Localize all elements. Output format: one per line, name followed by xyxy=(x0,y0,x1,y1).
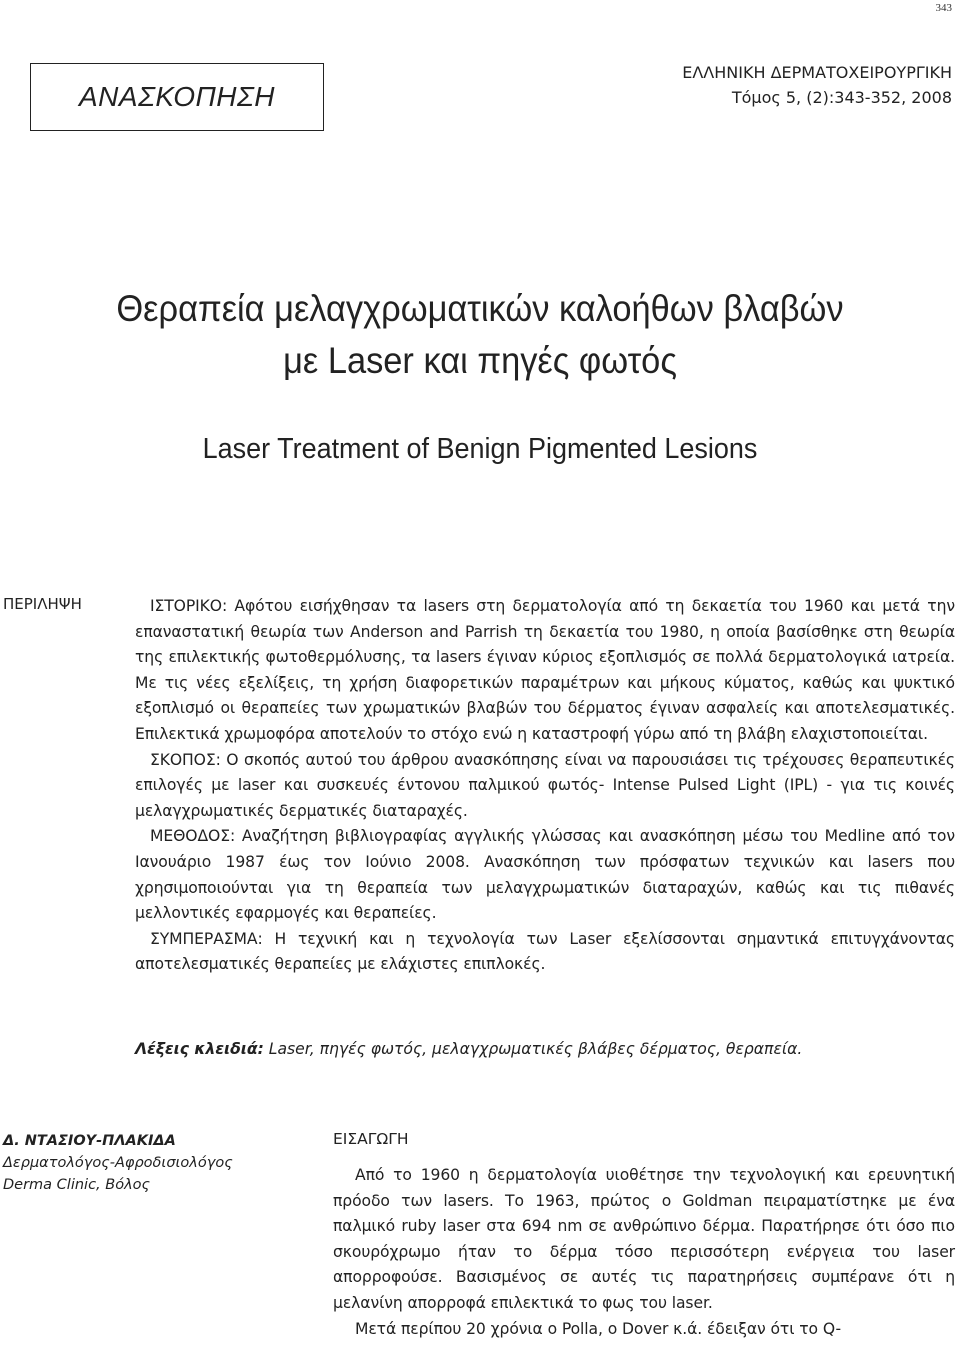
author-name: Δ. ΝΤΑΣΙΟΥ-ΠΛΑΚΙΔΑ xyxy=(3,1133,176,1149)
author-affiliation: Derma Clinic, Βόλος xyxy=(3,1177,151,1193)
section-type-label: ΑΝΑΣΚΟΠΗΣΗ xyxy=(79,81,275,112)
section-type-box xyxy=(30,63,324,131)
article-title-greek xyxy=(34,283,927,387)
title-greek-line-1: Θεραπεία μελαγχρωματικών καλοήθων βλαβών xyxy=(116,288,844,329)
abstract-paragraph-method: ΜΕΘΟΔΟΣ: Αναζήτηση βιβλιογραφίας αγγλικής γλώσσας και ανασκόπηση μέσω του Medline από τον Ιανουάριο 1987 έως τον Ιούνιο 2008. Ανασκόπηση των πρόσφατων τεχνικών και lasers που χρησιμοποιούνται για τη θεραπεία των μελαγχρωματικών διαταραχών, καθώς και τις πιθανές μελλοντικές εφαρμογές και θεραπείες. xyxy=(135,827,955,923)
journal-header xyxy=(682,60,952,110)
author-role: Δερματολόγος-Αφροδισιολόγος xyxy=(3,1155,233,1171)
abstract-paragraph-conclusion: ΣΥΜΠΕΡΑΣΜΑ: Η τεχνική και η τεχνολογία των Laser εξελίσσονται σημαντικά επιτυγχάνοντας αποτελεσματικές θεραπείες με ελάχιστες επιπλοκές. xyxy=(135,929,955,974)
journal-name: ΕΛΛΗΝΙΚΗ ΔΕΡΜΑΤΟΧΕΙΡΟΥΡΓΙΚΗ xyxy=(682,63,952,82)
introduction-paragraph: Από το 1960 η δερματολογία υιοθέτησε την τεχνολογική και ερευνητική πρόοδο των lasers. Το 1963, πρώτος ο Goldman πειραματίστηκε με ένα παλμικό ruby laser στα 694 nm σε ανθρώπινο δέρμα. Παρατήρησε ότι όσο πιο σκουρόχρωμο ήταν το δέρμα τόσο περισσότερη ενέργεια του laser απορροφούσε. Βασισμένος σε αυτές τις παρατηρήσεις συμπέρανε ότι η μελανίνη απορροφά επιλεκτικά το φως του laser. xyxy=(333,1166,955,1312)
page-number: 343 xyxy=(935,2,952,14)
journal-volume: Τόμος 5, (2):343-352, 2008 xyxy=(731,88,952,107)
title-greek-line-2: με Laser και πηγές φωτός xyxy=(283,340,677,381)
abstract-body xyxy=(135,594,955,978)
abstract-paragraph-history: ΙΣΤΟΡΙΚΟ: Αφότου εισήχθησαν τα lasers στη δερματολογία από τη δεκαετία του 1960 και μετά την επαναστατική θεωρία των Anderson and Parrish τη δεκαετία του 1980, η οποία βασίσθηκε στη θεωρία της επιλεκτικής φωτοθερμόλυσης, τα lasers έγιναν κύριος εξοπλισμός σε πολλά δερματολογικά ιατρεία. Με τις νέες εξελίξεις, τη χρήση διαφορετικών παραμέτρων και μήκους κύματος, καθώς και ψυκτικό εξοπλισμό οι θεραπείες των χρωματικών βλαβών του δέρματος έγιναν ασφαλείς και αποτελεσματικές. Επιλεκτικά χρωμοφόρα αποτελούν το στόχο ενώ η καταστροφή γύρω από τη βλάβη ελαχιστοποιείται. xyxy=(135,597,955,743)
abstract-heading: ΠΕΡΙΛΗΨΗ xyxy=(3,595,82,613)
keywords xyxy=(135,1040,955,1058)
abstract-paragraph-aim: ΣΚΟΠΟΣ: Ο σκοπός αυτού του άρθρου ανασκόπησης είναι να παρουσιάσει τις τρέχουσες θεραπευτικές επιλογές με laser και συσκευές έντονου παλμικού φωτός- Intense Pulsed Light (IPL) - για τις κοινές μελαγχρωματικές δερματικές διαταραχές. xyxy=(135,750,955,820)
author-block xyxy=(3,1130,233,1196)
introduction-heading: ΕΙΣΑΓΩΓΗ xyxy=(333,1130,409,1148)
keywords-label: Λέξεις κλειδιά: xyxy=(135,1040,264,1058)
introduction-body xyxy=(333,1163,955,1342)
introduction-paragraph: Μετά περίπου 20 χρόνια ο Polla, ο Dover κ.ά. έδειξαν ότι το Q- xyxy=(355,1319,841,1338)
article-title-english: Laser Treatment of Benign Pigmented Lesions xyxy=(202,433,758,465)
keywords-text: Laser, πηγές φωτός, μελαγχρωματικές βλάβες δέρματος, θεραπεία. xyxy=(263,1040,803,1058)
